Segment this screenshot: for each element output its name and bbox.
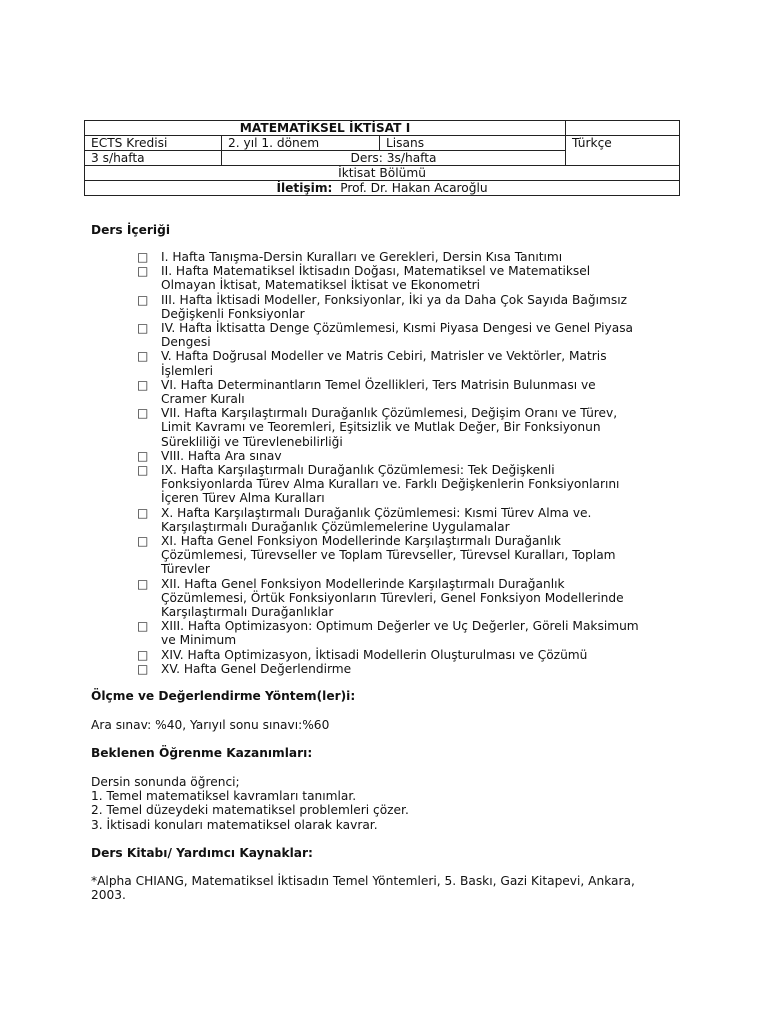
square-bullet-icon: □ xyxy=(137,406,149,421)
week-topic-line: X. Hafta Karşılaştırmalı Durağanlık Çözümlemesi: Kısmi Türev Alma ve. xyxy=(161,505,592,520)
square-bullet-icon: □ xyxy=(137,619,149,634)
week-topic-line: Sürekliliği ve Türevlenebilirliği xyxy=(161,434,343,449)
list-item xyxy=(137,534,677,577)
empty-cell xyxy=(566,121,680,136)
department: İktisat Bölümü xyxy=(85,166,680,181)
week-topic-line: Çözümlemesi, Örtük Fonksiyonların Türevleri, Genel Fonksiyon Modellerinde xyxy=(161,590,624,605)
week-topic-text xyxy=(161,264,677,292)
list-item xyxy=(137,619,677,647)
week-topic-text xyxy=(161,648,677,662)
week-topic-line: Karşılaştırmalı Durağanlık Çözümlemelerine Uygulamalar xyxy=(161,519,510,534)
week-topic-text xyxy=(161,534,677,577)
week-topic-line: I. Hafta Tanışma-Dersin Kuralları ve Gerekleri, Dersin Kısa Tanıtımı xyxy=(161,250,563,264)
week-topic-text xyxy=(161,321,677,349)
week-topic-text xyxy=(161,449,677,463)
week-topic-line: Olmayan İktisat, Matematiksel İktisat ve Ekonometri xyxy=(161,278,481,293)
week-topic-line: VI. Hafta Determinantların Temel Özellikleri, Ters Matrisin Bulunması ve xyxy=(161,377,596,392)
square-bullet-icon: □ xyxy=(137,264,149,279)
week-topic-line: IV. Hafta İktisatta Denge Çözümlemesi, Kısmi Piyasa Dengesi ve Genel Piyasa xyxy=(161,321,634,336)
table-row xyxy=(85,181,680,196)
square-bullet-icon: □ xyxy=(137,534,149,549)
square-bullet-icon: □ xyxy=(137,349,149,364)
list-item xyxy=(137,506,677,534)
course-title: MATEMATİKSEL İKTİSAT I xyxy=(85,121,566,136)
contact-label: İletişim: xyxy=(276,181,333,195)
outcome-line: Dersin sonunda öğrenci; xyxy=(91,775,240,789)
week-topic-line: V. Hafta Doğrusal Modeller ve Matris Cebiri, Matrisler ve Vektörler, Matris xyxy=(161,349,607,364)
week-topic-text xyxy=(161,577,677,620)
books-list xyxy=(91,874,681,902)
square-bullet-icon: □ xyxy=(137,647,149,662)
books-heading: Ders Kitabı/ Yardımcı Kaynaklar: xyxy=(91,846,313,860)
list-item xyxy=(137,293,677,321)
week-topic-line: Limit Kavramı ve Teoremleri, Eşitsizlik ve Mutlak Değer, Bir Fonksiyonun xyxy=(161,420,601,435)
hours: 3 s/hafta xyxy=(85,151,222,166)
list-item xyxy=(137,378,677,406)
week-topic-line: XI. Hafta Genel Fonksiyon Modellerinde Karşılaştırmalı Durağanlık xyxy=(161,534,561,549)
list-item xyxy=(137,406,677,449)
week-topic-text xyxy=(161,619,677,647)
list-item xyxy=(137,349,677,377)
week-topic-line: Cramer Kuralı xyxy=(161,392,245,407)
square-bullet-icon: □ xyxy=(137,463,149,478)
week-topic-text xyxy=(161,378,677,406)
square-bullet-icon: □ xyxy=(137,321,149,336)
square-bullet-icon: □ xyxy=(137,661,149,676)
square-bullet-icon: □ xyxy=(137,576,149,591)
assessment-text: Ara sınav: %40, Yarıyıl sonu sınavı:%60 xyxy=(91,718,330,732)
table-row xyxy=(85,166,680,181)
table-row xyxy=(85,136,680,151)
week-topic-line: İçeren Türev Alma Kuralları xyxy=(161,491,325,506)
week-topic-text xyxy=(161,406,677,449)
outcome-line: 1. Temel matematiksel kavramları tanımlar. xyxy=(91,789,357,804)
week-topic-text xyxy=(161,463,677,506)
list-item xyxy=(137,662,677,676)
language: Türkçe xyxy=(566,136,680,166)
week-topic-text xyxy=(161,662,677,676)
weekly-topics-list xyxy=(137,250,677,676)
week-topic-line: II. Hafta Matematiksel İktisadın Doğası, Matematiksel ve Matematiksel xyxy=(161,264,591,279)
week-topic-line: XII. Hafta Genel Fonksiyon Modellerinde Karşılaştırmalı Durağanlık xyxy=(161,576,565,591)
week-topic-text xyxy=(161,349,677,377)
square-bullet-icon: □ xyxy=(137,377,149,392)
year-term: 2. yıl 1. dönem xyxy=(222,136,380,151)
week-topic-line: Dengesi xyxy=(161,335,211,350)
contact-cell xyxy=(85,181,680,196)
week-topic-line: ve Minimum xyxy=(161,633,237,648)
course-info-table xyxy=(84,120,680,196)
week-topic-text xyxy=(161,250,677,264)
outcomes-list xyxy=(91,775,681,832)
list-item xyxy=(137,250,677,264)
week-topic-text xyxy=(161,293,677,321)
week-topic-line: Türevler xyxy=(161,562,210,577)
week-topic-line: Çözümlemesi, Türevseller ve Toplam Türevseller, Türevsel Kuralları, Toplam xyxy=(161,548,616,563)
week-topic-line: XIII. Hafta Optimizasyon: Optimum Değerler ve Uç Değerler, Göreli Maksimum xyxy=(161,619,639,634)
week-topic-line: XV. Hafta Genel Değerlendirme xyxy=(161,661,352,676)
week-topic-line: Karşılaştırmalı Durağanlıklar xyxy=(161,605,334,620)
week-topic-line: IX. Hafta Karşılaştırmalı Durağanlık Çözümlemesi: Tek Değişkenli xyxy=(161,463,555,478)
list-item xyxy=(137,449,677,463)
contact-value: Prof. Dr. Hakan Acaroğlu xyxy=(340,181,488,195)
week-topic-line: VII. Hafta Karşılaştırmalı Durağanlık Çözümlemesi, Değişim Oranı ve Türev, xyxy=(161,406,618,421)
book-reference-line: *Alpha CHIANG, Matematiksel İktisadın Temel Yöntemleri, 5. Baskı, Gazi Kitapevi, Ankara, xyxy=(91,874,635,888)
lecture-hours: Ders: 3s/hafta xyxy=(222,151,566,166)
list-item xyxy=(137,463,677,506)
book-reference-line: 2003. xyxy=(91,888,126,903)
square-bullet-icon: □ xyxy=(137,505,149,520)
week-topic-line: Fonksiyonlarda Türev Alma Kuralları ve. Farklı Değişkenlerin Fonksiyonlarını xyxy=(161,477,620,492)
square-bullet-icon: □ xyxy=(137,250,149,264)
square-bullet-icon: □ xyxy=(137,448,149,463)
week-topic-line: Değişkenli Fonksiyonlar xyxy=(161,306,305,321)
outcome-line: 2. Temel düzeydeki matematiksel problemleri çözer. xyxy=(91,803,409,818)
week-topic-line: XIV. Hafta Optimizasyon, İktisadi Modellerin Oluşturulması ve Çözümü xyxy=(161,647,588,662)
outcomes-heading: Beklenen Öğrenme Kazanımları: xyxy=(91,746,313,760)
assessment-heading: Ölçme ve Değerlendirme Yöntem(ler)i: xyxy=(91,689,356,703)
square-bullet-icon: □ xyxy=(137,292,149,307)
week-topic-line: III. Hafta İktisadi Modeller, Fonksiyonlar, İki ya da Daha Çok Sayıda Bağımsız xyxy=(161,292,627,307)
course-content-heading: Ders İçeriği xyxy=(91,223,171,237)
week-topic-line: VIII. Hafta Ara sınav xyxy=(161,448,282,463)
week-topic-line: İşlemleri xyxy=(161,363,213,378)
ects-label: ECTS Kredisi xyxy=(85,136,222,151)
list-item xyxy=(137,264,677,292)
list-item xyxy=(137,648,677,662)
list-item xyxy=(137,577,677,620)
outcome-line: 3. İktisadi konuları matematiksel olarak kavrar. xyxy=(91,817,378,832)
list-item xyxy=(137,321,677,349)
week-topic-text xyxy=(161,506,677,534)
table-row xyxy=(85,121,680,136)
level: Lisans xyxy=(380,136,566,151)
